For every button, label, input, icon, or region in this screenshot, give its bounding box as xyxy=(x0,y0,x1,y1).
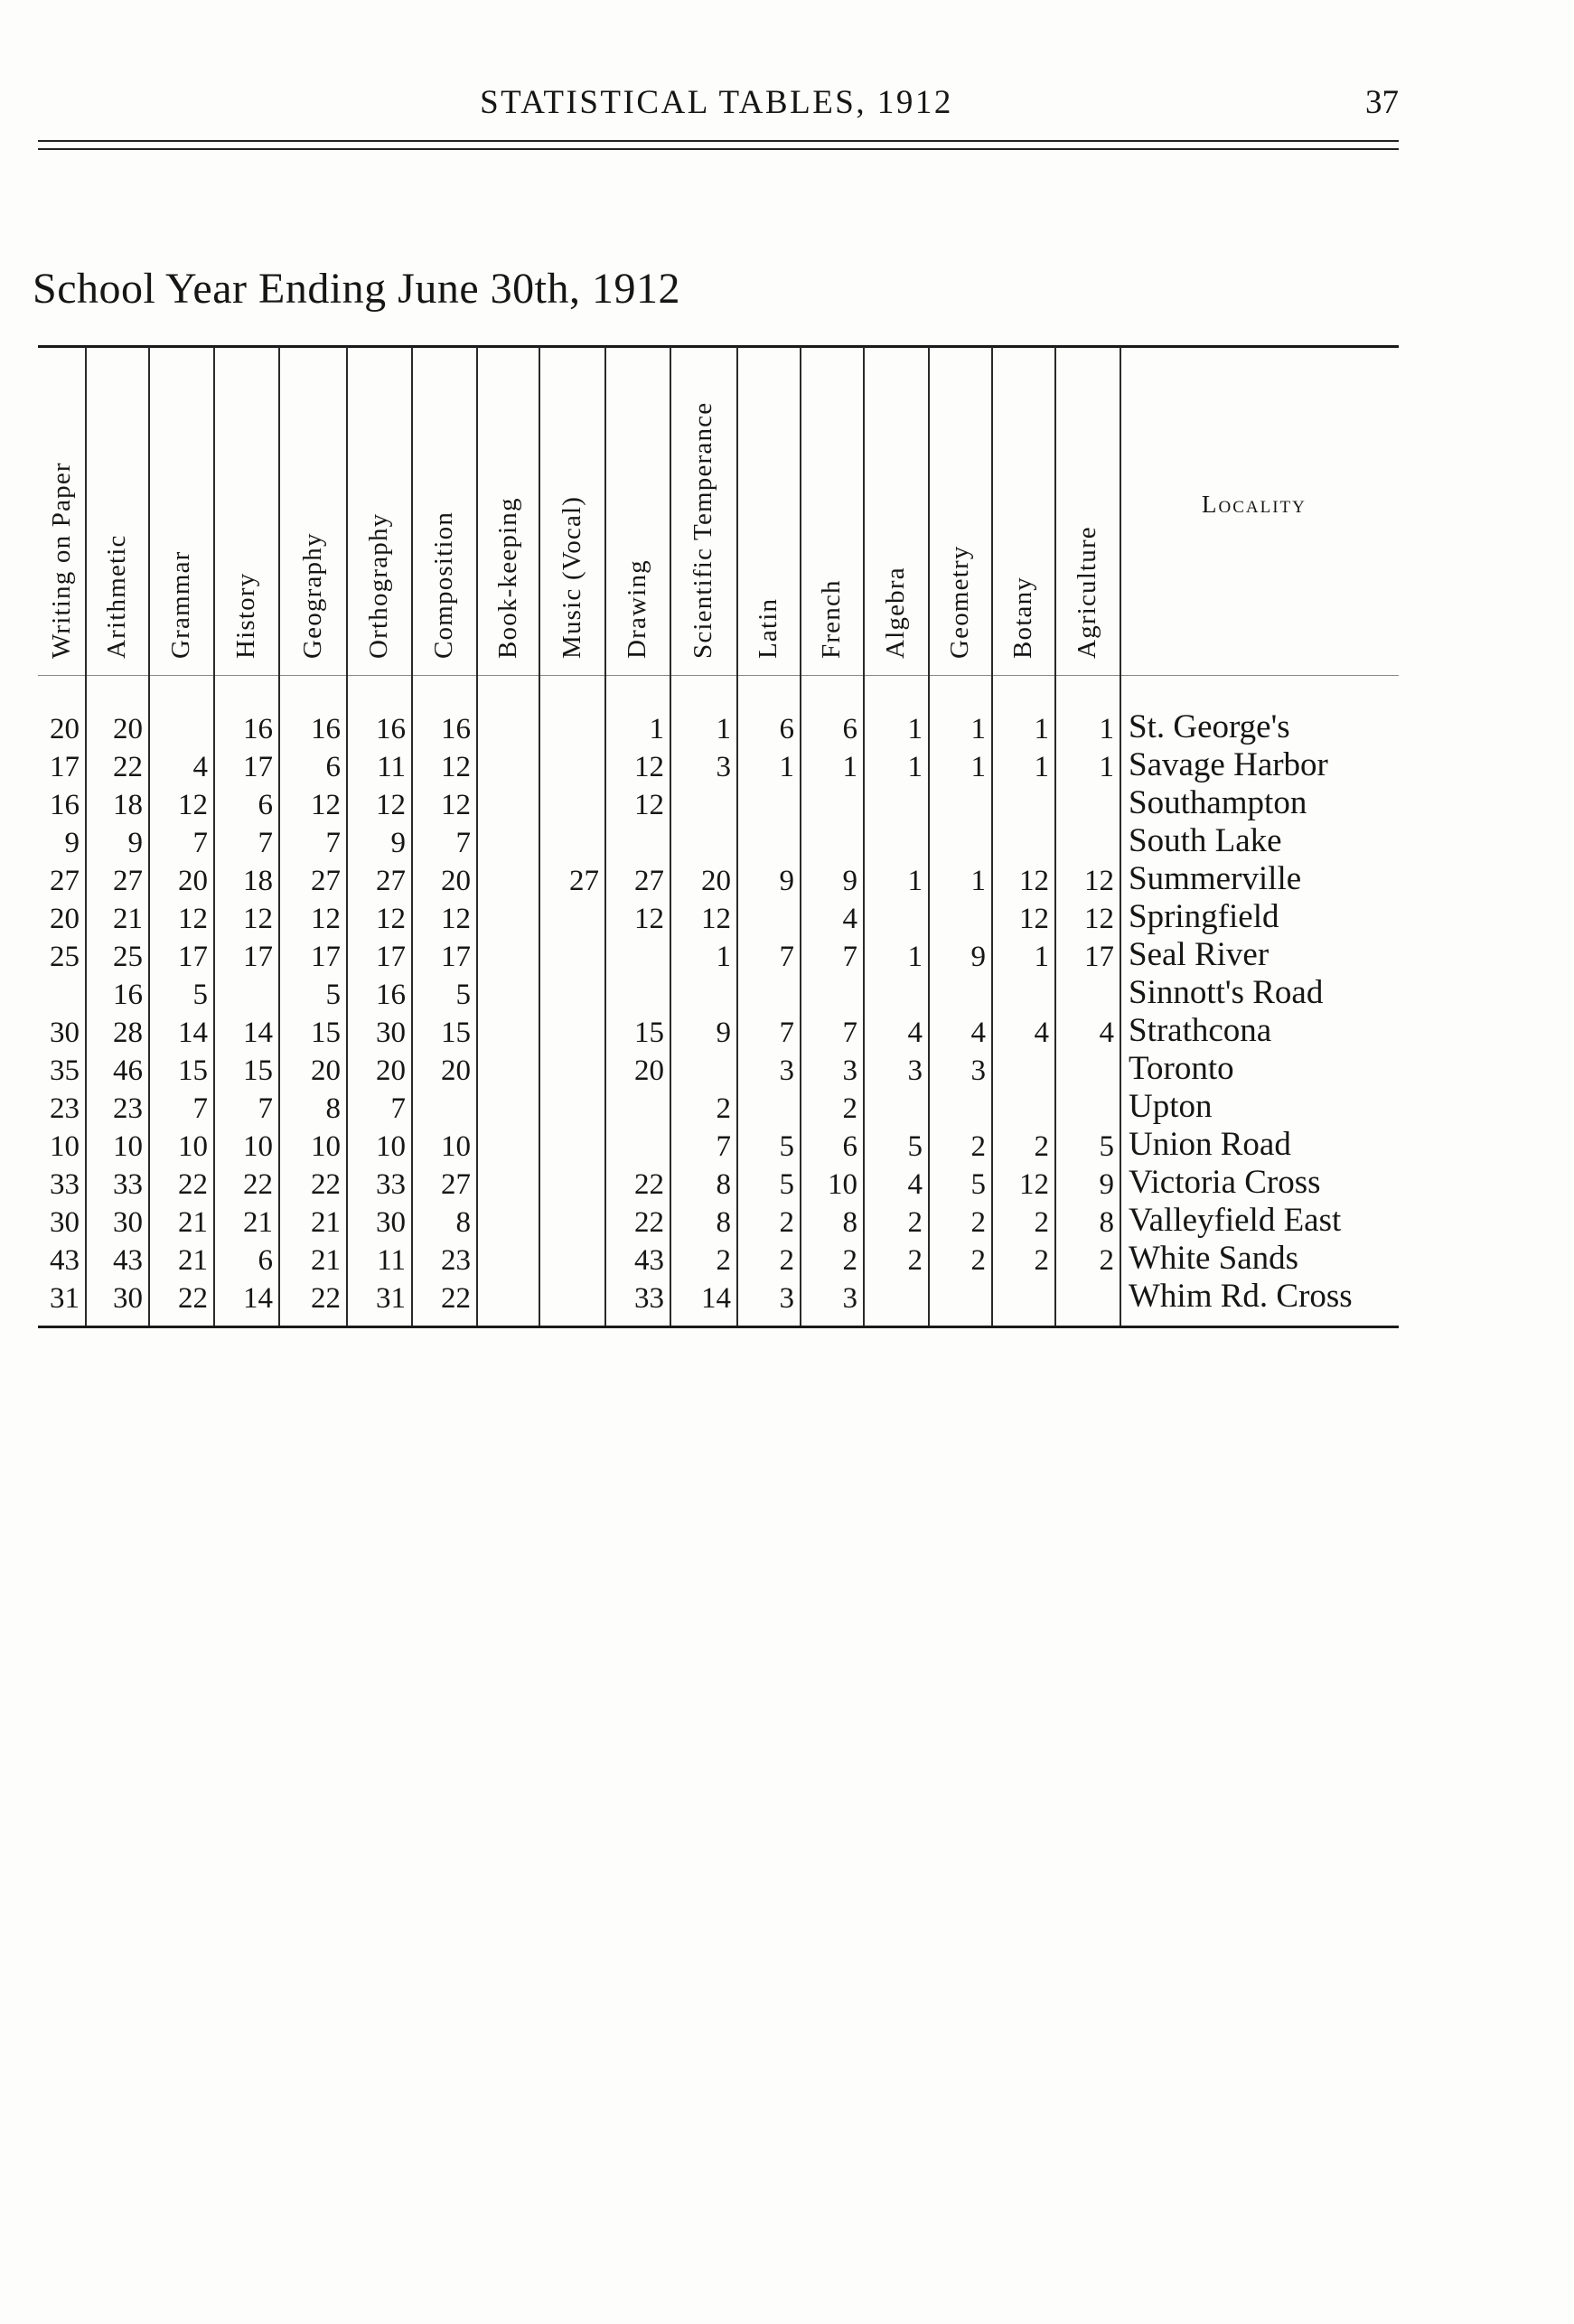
table-cell: 14 xyxy=(243,1017,273,1049)
table-cell: 10 xyxy=(441,1130,471,1163)
table-cell: 1 xyxy=(970,865,986,897)
table-cell: 15 xyxy=(243,1054,273,1087)
table-cell: 33 xyxy=(634,1282,664,1315)
table-cell: 30 xyxy=(50,1017,80,1049)
table-cell: 15 xyxy=(441,1017,471,1049)
table-cell: 20 xyxy=(701,865,731,897)
table-cell: 20 xyxy=(113,713,143,745)
table-cell: 10 xyxy=(243,1130,273,1163)
table-cell: 11 xyxy=(377,1244,406,1277)
table-cell: 16 xyxy=(376,713,406,745)
table-cell: 2 xyxy=(907,1206,923,1239)
locality-column-header: Locality xyxy=(1202,491,1307,518)
table-cell: 21 xyxy=(113,903,143,935)
table-cell: 12 xyxy=(634,789,664,821)
table-cell: 14 xyxy=(243,1282,273,1315)
table-cell: 46 xyxy=(113,1054,143,1087)
table-cell: 21 xyxy=(178,1206,208,1239)
table-cell: 1 xyxy=(907,941,923,973)
table-cell: 17 xyxy=(50,751,80,783)
table-cell: 10 xyxy=(50,1130,80,1163)
table-cell: 12 xyxy=(634,751,664,783)
table-cell: 8 xyxy=(842,1206,857,1239)
table-cell: 17 xyxy=(376,941,406,973)
table-cell: 10 xyxy=(311,1130,341,1163)
table-cell: 8 xyxy=(325,1092,341,1125)
table-cell: 12 xyxy=(1019,865,1049,897)
table-cell: 30 xyxy=(113,1206,143,1239)
table-cell: 16 xyxy=(376,979,406,1011)
table-cell: 30 xyxy=(376,1017,406,1049)
table-cell: 1 xyxy=(907,751,923,783)
column-header: Botany xyxy=(1007,576,1037,659)
table-cell: 16 xyxy=(441,713,471,745)
table-cell: 3 xyxy=(779,1054,794,1087)
table-cell: 22 xyxy=(311,1168,341,1201)
table-cell: 18 xyxy=(243,865,273,897)
table-cell: 7 xyxy=(779,1017,794,1049)
table-cell: 2 xyxy=(907,1244,923,1277)
column-header: Composition xyxy=(428,511,458,659)
table-cell: 9 xyxy=(127,827,143,859)
table-cell: 1 xyxy=(716,941,731,973)
column-header: History xyxy=(230,572,260,659)
column-header: Music (Vocal) xyxy=(557,495,586,659)
table-cell: 17 xyxy=(243,941,273,973)
column-header: Scientific Temperance xyxy=(688,401,717,659)
table-cell: 9 xyxy=(779,865,794,897)
table-cell: 2 xyxy=(842,1092,857,1125)
table-cell: 5 xyxy=(192,979,208,1011)
table-cell: 43 xyxy=(634,1244,664,1277)
table-cell: 7 xyxy=(842,1017,857,1049)
table-cell: 2 xyxy=(779,1244,794,1277)
table-cell: 14 xyxy=(178,1017,208,1049)
table-cell: 16 xyxy=(113,979,143,1011)
table-cell: 35 xyxy=(50,1054,80,1087)
table-cell: 22 xyxy=(178,1168,208,1201)
table-cell: 2 xyxy=(1034,1244,1049,1277)
locality-name: Southampton xyxy=(1129,784,1307,821)
column-header: French xyxy=(816,579,846,659)
table-cell: 5 xyxy=(970,1168,986,1201)
table-cell: 2 xyxy=(842,1244,857,1277)
locality-name: St. George's xyxy=(1129,708,1290,745)
table-cell: 27 xyxy=(311,865,341,897)
table-cell: 1 xyxy=(1034,713,1049,745)
column-rule xyxy=(476,347,478,1326)
table-cell: 1 xyxy=(716,713,731,745)
column-header: Geography xyxy=(297,532,326,659)
table-cell: 22 xyxy=(634,1206,664,1239)
table-cell: 9 xyxy=(716,1017,731,1049)
column-header: Book-keeping xyxy=(492,497,521,659)
table-cell: 28 xyxy=(113,1017,143,1049)
table-cell: 30 xyxy=(376,1206,406,1239)
table-cell: 12 xyxy=(701,903,731,935)
table-cell: 17 xyxy=(311,941,341,973)
table-cell: 27 xyxy=(376,865,406,897)
table-cell: 23 xyxy=(50,1092,80,1125)
table-cell: 1 xyxy=(970,713,986,745)
locality-name: Whim Rd. Cross xyxy=(1129,1278,1353,1315)
table-cell: 5 xyxy=(779,1130,794,1163)
table-cell: 8 xyxy=(716,1168,731,1201)
table-cell: 1 xyxy=(842,751,857,783)
table-cell: 5 xyxy=(907,1130,923,1163)
table-cell: 1 xyxy=(649,713,664,745)
table-cell: 7 xyxy=(390,1092,406,1125)
table-cell: 7 xyxy=(258,1092,273,1125)
locality-name: South Lake xyxy=(1129,822,1282,859)
table-cell: 21 xyxy=(311,1244,341,1277)
table-cell: 27 xyxy=(113,865,143,897)
table-cell: 12 xyxy=(311,903,341,935)
table-cell: 20 xyxy=(441,1054,471,1087)
table-cell: 3 xyxy=(842,1282,857,1315)
table-cell: 10 xyxy=(376,1130,406,1163)
table-cell: 12 xyxy=(634,903,664,935)
column-header: Latin xyxy=(753,597,782,659)
locality-name: Seal River xyxy=(1129,936,1270,973)
table-cell: 2 xyxy=(716,1244,731,1277)
table-cell: 12 xyxy=(243,903,273,935)
table-cell: 22 xyxy=(243,1168,273,1201)
table-cell: 43 xyxy=(50,1244,80,1277)
table-cell: 1 xyxy=(1099,751,1114,783)
table-cell: 2 xyxy=(1099,1244,1114,1277)
table-cell: 12 xyxy=(1084,865,1114,897)
table-cell: 6 xyxy=(842,1130,857,1163)
table-cell: 18 xyxy=(113,789,143,821)
table-cell: 12 xyxy=(441,903,471,935)
table-cell: 30 xyxy=(113,1282,143,1315)
page-number: 37 xyxy=(1365,84,1399,121)
table-cell: 22 xyxy=(441,1282,471,1315)
table-cell: 1 xyxy=(1034,941,1049,973)
table-cell: 10 xyxy=(113,1130,143,1163)
table-cell: 20 xyxy=(50,713,80,745)
locality-name: Valleyfield East xyxy=(1129,1202,1342,1239)
table-cell: 3 xyxy=(970,1054,986,1087)
table-cell: 7 xyxy=(842,941,857,973)
table-cell: 6 xyxy=(779,713,794,745)
table-cell: 1 xyxy=(1099,713,1114,745)
table-cell: 12 xyxy=(376,903,406,935)
table-cell: 15 xyxy=(178,1054,208,1087)
table-header-rule xyxy=(38,675,1399,676)
column-rule xyxy=(539,347,540,1326)
table-cell: 1 xyxy=(779,751,794,783)
table-cell: 30 xyxy=(50,1206,80,1239)
table-cell: 20 xyxy=(178,865,208,897)
column-header: Grammar xyxy=(165,550,195,659)
table-cell: 6 xyxy=(258,789,273,821)
table-cell: 7 xyxy=(192,827,208,859)
table-cell: 1 xyxy=(907,713,923,745)
table-cell: 9 xyxy=(1099,1168,1114,1201)
locality-name: Sinnott's Road xyxy=(1129,974,1324,1011)
locality-name: Springfield xyxy=(1129,898,1279,935)
table-cell: 23 xyxy=(113,1092,143,1125)
table-cell: 22 xyxy=(113,751,143,783)
table-cell: 3 xyxy=(779,1282,794,1315)
table-cell: 9 xyxy=(390,827,406,859)
table-cell: 11 xyxy=(377,751,406,783)
table-cell: 20 xyxy=(441,865,471,897)
table-cell: 16 xyxy=(243,713,273,745)
running-title: STATISTICAL TABLES, 1912 xyxy=(480,84,953,121)
table-cell: 12 xyxy=(1084,903,1114,935)
table-cell: 31 xyxy=(50,1282,80,1315)
table-cell: 17 xyxy=(178,941,208,973)
table-cell: 4 xyxy=(907,1168,923,1201)
table-cell: 7 xyxy=(325,827,341,859)
table-cell: 17 xyxy=(1084,941,1114,973)
table-cell: 5 xyxy=(455,979,471,1011)
header-rule-double xyxy=(38,148,1399,150)
table-cell: 20 xyxy=(634,1054,664,1087)
locality-name: Upton xyxy=(1129,1088,1213,1125)
section-title: School Year Ending June 30th, 1912 xyxy=(33,265,680,313)
table-cell: 6 xyxy=(842,713,857,745)
column-header: Geometry xyxy=(944,545,974,659)
running-head xyxy=(34,83,1399,128)
table-cell: 3 xyxy=(716,751,731,783)
table-cell: 15 xyxy=(634,1017,664,1049)
locality-name: Summerville xyxy=(1129,860,1302,897)
locality-name: White Sands xyxy=(1129,1240,1299,1277)
table-cell: 22 xyxy=(178,1282,208,1315)
table-cell: 8 xyxy=(716,1206,731,1239)
table-cell: 7 xyxy=(779,941,794,973)
table-cell: 31 xyxy=(376,1282,406,1315)
table-cell: 20 xyxy=(376,1054,406,1087)
table-cell: 2 xyxy=(716,1092,731,1125)
table-cell: 10 xyxy=(178,1130,208,1163)
table-cell: 4 xyxy=(1034,1017,1049,1049)
table-cell: 22 xyxy=(634,1168,664,1201)
table-cell: 10 xyxy=(828,1168,857,1201)
table-cell: 2 xyxy=(1034,1130,1049,1163)
table-cell: 12 xyxy=(1019,903,1049,935)
table-cell: 14 xyxy=(701,1282,731,1315)
table-cell: 5 xyxy=(779,1168,794,1201)
table-cell: 9 xyxy=(64,827,80,859)
table-cell: 12 xyxy=(311,789,341,821)
table-cell: 4 xyxy=(192,751,208,783)
table-cell: 20 xyxy=(311,1054,341,1087)
table-cell: 1 xyxy=(970,751,986,783)
locality-name: Victoria Cross xyxy=(1129,1164,1321,1201)
table-cell: 4 xyxy=(1099,1017,1114,1049)
table-cell: 33 xyxy=(113,1168,143,1201)
table-cell: 2 xyxy=(970,1244,986,1277)
table-cell: 5 xyxy=(325,979,341,1011)
table-cell: 12 xyxy=(178,903,208,935)
table-cell: 12 xyxy=(376,789,406,821)
locality-name: Strathcona xyxy=(1129,1012,1272,1049)
table-cell: 4 xyxy=(907,1017,923,1049)
header-rule xyxy=(38,140,1399,142)
table-cell: 8 xyxy=(1099,1206,1114,1239)
table-cell: 12 xyxy=(1019,1168,1049,1201)
table-cell: 15 xyxy=(311,1017,341,1049)
table-cell: 25 xyxy=(50,941,80,973)
table-cell: 33 xyxy=(376,1168,406,1201)
table-bottom-rule xyxy=(38,1326,1399,1328)
table-cell: 27 xyxy=(441,1168,471,1201)
table-cell: 21 xyxy=(178,1244,208,1277)
column-header: Arithmetic xyxy=(101,534,131,659)
table-cell: 43 xyxy=(113,1244,143,1277)
table-cell: 20 xyxy=(50,903,80,935)
table-cell: 27 xyxy=(569,865,599,897)
table-cell: 12 xyxy=(441,751,471,783)
table-cell: 23 xyxy=(441,1244,471,1277)
table-cell: 21 xyxy=(311,1206,341,1239)
table-cell: 3 xyxy=(842,1054,857,1087)
table-cell: 2 xyxy=(970,1130,986,1163)
table-cell: 1 xyxy=(907,865,923,897)
table-cell: 16 xyxy=(311,713,341,745)
table-cell: 17 xyxy=(243,751,273,783)
table-cell: 6 xyxy=(325,751,341,783)
table-cell: 9 xyxy=(842,865,857,897)
column-header: Drawing xyxy=(622,559,651,659)
table-cell: 27 xyxy=(634,865,664,897)
table-cell: 12 xyxy=(178,789,208,821)
table-cell: 7 xyxy=(455,827,471,859)
table-cell: 33 xyxy=(50,1168,80,1201)
table-cell: 5 xyxy=(1099,1130,1114,1163)
table-cell: 2 xyxy=(1034,1206,1049,1239)
table-cell: 8 xyxy=(455,1206,471,1239)
column-header: Algebra xyxy=(880,567,910,659)
table-cell: 4 xyxy=(970,1017,986,1049)
table-cell: 27 xyxy=(50,865,80,897)
table-cell: 21 xyxy=(243,1206,273,1239)
table-cell: 7 xyxy=(258,827,273,859)
locality-name: Toronto xyxy=(1129,1050,1234,1087)
table-cell: 2 xyxy=(779,1206,794,1239)
locality-name: Union Road xyxy=(1129,1126,1291,1163)
table-cell: 3 xyxy=(907,1054,923,1087)
table-cell: 22 xyxy=(311,1282,341,1315)
column-header: Agriculture xyxy=(1072,526,1101,659)
table-cell: 17 xyxy=(441,941,471,973)
table-cell: 4 xyxy=(842,903,857,935)
table-cell: 12 xyxy=(441,789,471,821)
table-cell: 25 xyxy=(113,941,143,973)
table-cell: 7 xyxy=(716,1130,731,1163)
table-cell: 16 xyxy=(50,789,80,821)
table-cell: 7 xyxy=(192,1092,208,1125)
table-cell: 6 xyxy=(258,1244,273,1277)
locality-name: Savage Harbor xyxy=(1129,746,1328,783)
column-header: Orthography xyxy=(363,512,393,659)
column-rule xyxy=(1120,347,1121,1326)
column-header: Writing on Paper xyxy=(46,462,76,659)
table-cell: 9 xyxy=(970,941,986,973)
table-cell: 1 xyxy=(1034,751,1049,783)
table-cell: 2 xyxy=(970,1206,986,1239)
